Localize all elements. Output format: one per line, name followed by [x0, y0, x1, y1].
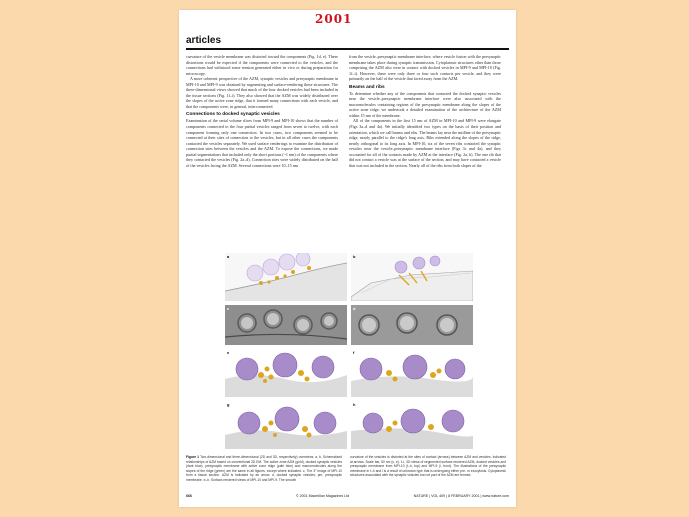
- figure-panel-c: [225, 305, 347, 345]
- panel-label: g: [227, 402, 230, 407]
- copyright-notice: [296, 494, 349, 498]
- section-subhead: Connections to docked synaptic vesicles: [186, 112, 280, 118]
- figure-1: [225, 253, 473, 449]
- em-micrograph-d-image: [351, 305, 473, 345]
- body-paragraph: All of the components in the first 15 nm of AZM in MPI-10 and MPI-9 were elongate (Figs 3a–d and 4a). We initially identified two types on the basis of their position and orientation, which we call beams and ribs. The beams lay near the midline of the presynaptic ridge, nearly parallel to the ridge's long axis. Ribs extended along the slopes of the ridge, nearly orthogonal to its long axis. In MPI-10, six of the seven ribs contacted the synaptic vesicles near the vesicle–presynaptic membrane interface (Figs 3c and 4a), and they accounted for all of the contacts made by AZM at the interface (Fig. 2a, b). The one rib that did not contact a vesicle was at the surface of the section, and may have contacted a vesicle that was not included in the section. Nearly all of the ribs from both slopes of the: [349, 118, 501, 168]
- panel-label: d: [353, 306, 356, 311]
- panel-label: b: [353, 254, 356, 259]
- em-micrograph-c-image: [225, 305, 347, 345]
- section-subhead: Beams and ribs: [349, 84, 385, 90]
- body-paragraph: Examination of the serial volume slices from MPI-9 and MPI-10 shows that the number of components connected to the four partial vesicles ranged from seven to twelve, with each component forming only one connection. In two cases, two components seemed to be connected at their sites of connection to the vesicles, but in all other cases the components contacted the vesicles separately. We used surface renderings to examine the distribution of connection sites between the vesicles and the AZM. To expose the connections, we made partial segmentations that included only the short portions (~1 nm) of the components where they contacted the vesicles (Fig. 2a–d). Connection sites were widely distributed on the half of the vesicles facing the AZM. Several connections were 10–15 nm: [186, 118, 338, 168]
- figure-panel-f: [351, 349, 473, 397]
- body-paragraph: To determine whether any of the components that contacted the docked synaptic vesicles near the vesicle–presynaptic membrane interface were also associated with the macromolecules containing regions of the presynaptic membrane along the slopes of the active zone ridge, we undertook a detailed examination of the architecture of the AZM within 15 nm of the membrane.: [349, 90, 501, 118]
- panel-label: a: [227, 254, 230, 259]
- figure-panel-g: [225, 401, 347, 449]
- caption-column-1: [186, 455, 342, 482]
- journal-page: [179, 10, 516, 507]
- figure-panel-d: [351, 305, 473, 345]
- caption-lead: Figure 1: [186, 455, 200, 459]
- left-text-column: [186, 54, 338, 168]
- body-paragraph: A more coherent perspective of the AZM, synaptic vesicles and presynaptic membrane in MPI-10 and MPI-9 was obtained by segmenting and surface-rendering these structures. The three-dimensional views showed that much of the four docked vesicles had been included in the tissue sections (Fig. 1f–i). They also showed that the AZM was widely distributed over the slopes of the active zone ridge, that it formed many connections with each vesicle, and that the components were, in general, interconnected.: [186, 76, 338, 109]
- figure-panel-h: [351, 401, 473, 449]
- schematic-a-image: [225, 253, 347, 301]
- handwritten-year-annotation: 2001: [315, 12, 353, 26]
- surface-render-h-image: [351, 401, 473, 449]
- caption-column-2: curvature of the vesicles is distorted at the sites of contact (arrows) between AZM and vesicles. Indicated at arrows. Scale bar, 50 nm (c, e). f–i, 3D views of segmented surface-rendered AZM, docked vesicles and presynaptic membrane from MPI-10 (f–h, top) and MPI-9 (i, front). The illustrations of the presynaptic membrane in f–h and i is a result of unknown type that is undergoing either pre- or exocytosis. Cytoplasmic structures associated with the synaptic vesicles but not part of the AZM are termed.: [350, 455, 506, 477]
- surface-render-g-image: [225, 401, 347, 449]
- figure-panel-a: [225, 253, 347, 301]
- section-header: articles: [186, 35, 222, 46]
- panel-label: e: [227, 350, 230, 355]
- body-paragraph: from the vesicle–presynaptic membrane interface, where vesicle fusion with the presynaptic membrane takes place during synaptic transmission. Cytoplasmic structures other than those comprising the AZM also were in contact with docked vesicles in MPI-9 and MPI-10 (Fig. 1f–i). However, these were only three or four such contacts per vesicle, and they were primarily on the half of the vesicle that faced away from the AZM.: [349, 54, 501, 82]
- body-paragraph: curvature of the vesicle membrane was distorted toward the components (Fig. 1d, e). These distortions would be expected if the components were connected to the vesicles, and the connections had withstood some tension generated either in vivo or during preparation for microscopy.: [186, 54, 338, 76]
- panel-label: f: [353, 350, 355, 355]
- caption-text: Two-dimensional and three-dimensional (2D and 3D, respectively) overviews. a, b, Schematized relationships of AZM based on conventional 2D EM. The active zone AZM (gold), docked synaptic vesicles (dark blue), presynaptic membrane with active zone ridge (pale blue) and macromolecules along the slopes of the ridge (green) are the same in all figures, except where indicated. c, The 3° image of MPI-10 from a tissue section. AZM is indicated by an arrow. d, docked synaptic vesicles; pm, presynaptic membrane. e–h, Surface-rendered views of MPI-10 and MPI-9. The smooth: [186, 455, 343, 482]
- right-text-column: [349, 54, 501, 168]
- schematic-b-image: [351, 253, 473, 301]
- page-number: 666: [186, 494, 192, 498]
- header-rule: [186, 48, 509, 50]
- figure-panel-e: [225, 349, 347, 397]
- surface-render-e-image: [225, 349, 347, 397]
- figure-panel-b: [351, 253, 473, 301]
- journal-citation: NATURE | VOL 409 | 8 FEBRUARY 2001 | www.nature.com: [413, 494, 509, 498]
- panel-label: c: [227, 306, 230, 311]
- surface-render-f-image: [351, 349, 473, 397]
- panel-label: h: [353, 402, 356, 407]
- copyright-text: © 2001 Macmillan Magazines Ltd: [296, 494, 350, 498]
